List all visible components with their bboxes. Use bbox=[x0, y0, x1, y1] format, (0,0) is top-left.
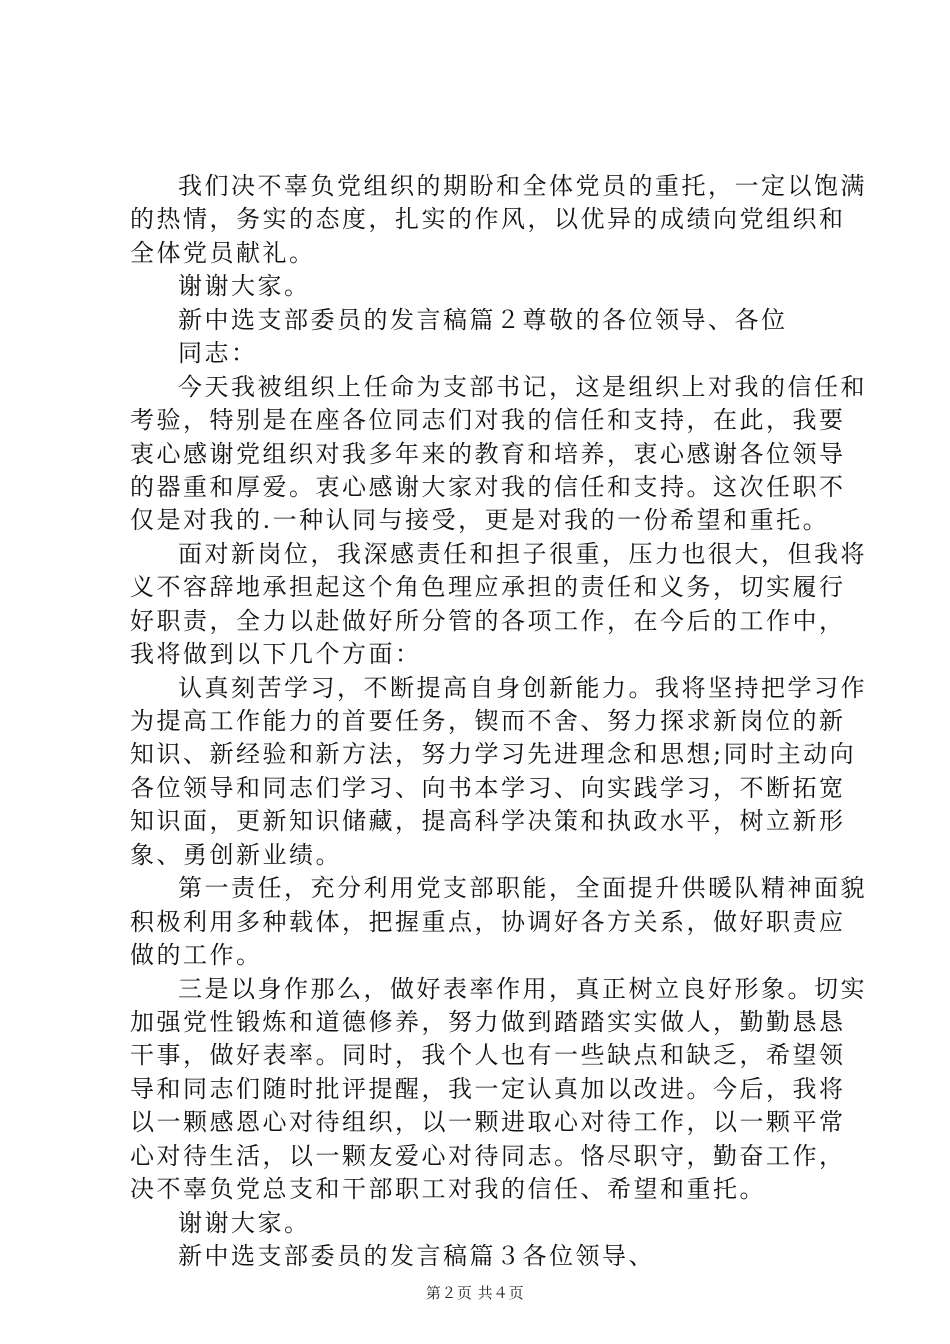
text-line: 同志： bbox=[178, 339, 258, 367]
text-line: 象、勇创新业绩。 bbox=[130, 841, 342, 869]
page-footer bbox=[0, 1282, 950, 1303]
page-number-label: 第２页 共４页 bbox=[425, 1284, 525, 1302]
text-line: 三是以身作那么，做好表率作用，真正树立良好形象。切实 bbox=[178, 975, 867, 1003]
text-line: 做的工作。 bbox=[130, 941, 263, 969]
text-line: 我们决不辜负党组织的期盼和全体党员的重托，一定以饱满 bbox=[178, 172, 867, 200]
text-line: 谢谢大家。 bbox=[178, 272, 311, 300]
text-line: 积极利用多种载体，把握重点，协调好各方关系，做好职责应 bbox=[130, 908, 846, 936]
text-line: 新中选支部委员的发言稿篇２尊敬的各位领导、各位 bbox=[178, 306, 788, 334]
text-line: 新中选支部委员的发言稿篇３各位领导、 bbox=[178, 1242, 655, 1270]
text-line: 导和同志们随时批评提醒，我一定认真加以改进。今后，我将 bbox=[130, 1075, 846, 1103]
text-line: 面对新岗位，我深感责任和担子很重，压力也很大，但我将 bbox=[178, 540, 867, 568]
text-line: 今天我被组织上任命为支部书记，这是组织上对我的信任和 bbox=[178, 373, 867, 401]
text-line: 干事，做好表率。同时，我个人也有一些缺点和缺乏，希望领 bbox=[130, 1041, 846, 1069]
text-line: 我将做到以下几个方面： bbox=[130, 640, 422, 668]
text-line: 以一颗感恩心对待组织，以一颗进取心对待工作，以一颗平常 bbox=[130, 1108, 846, 1136]
text-line: 的器重和厚爱。衷心感谢大家对我的信任和支持。这次任职不 bbox=[130, 473, 846, 501]
text-line: 的热情，务实的态度，扎实的作风，以优异的成绩向党组织和 bbox=[130, 205, 846, 233]
text-line: 义不容辞地承担起这个角色理应承担的责任和义务，切实履行 bbox=[130, 573, 846, 601]
text-line: 决不辜负党总支和干部职工对我的信任、希望和重托。 bbox=[130, 1175, 766, 1203]
text-line: 全体党员献礼。 bbox=[130, 239, 316, 267]
text-line: 认真刻苦学习，不断提高自身创新能力。我将坚持把学习作 bbox=[178, 674, 867, 702]
text-line: 考验，特别是在座各位同志们对我的信任和支持，在此，我要 bbox=[130, 406, 846, 434]
text-line: 为提高工作能力的首要任务，锲而不舍、努力探求新岗位的新 bbox=[130, 707, 846, 735]
text-line: 知识面，更新知识储藏，提高科学决策和执政水平，树立新形 bbox=[130, 807, 846, 835]
text-line: 谢谢大家。 bbox=[178, 1209, 311, 1237]
text-line: 好职责，全力以赴做好所分管的各项工作，在今后的工作中， bbox=[130, 607, 846, 635]
text-line: 各位领导和同志们学习、向书本学习、向实践学习，不断拓宽 bbox=[130, 774, 846, 802]
text-line: 加强党性锻炼和道德修养，努力做到踏踏实实做人，勤勤恳恳 bbox=[130, 1008, 846, 1036]
text-line: 心对待生活，以一颗友爱心对待同志。恪尽职守，勤奋工作， bbox=[130, 1142, 846, 1170]
text-line: 衷心感谢党组织对我多年来的教育和培养，衷心感谢各位领导 bbox=[130, 440, 846, 468]
text-line: 第一责任，充分利用党支部职能，全面提升供暖队精神面貌 bbox=[178, 874, 867, 902]
text-line: 知识、新经验和新方法，努力学习先进理念和思想;同时主动向 bbox=[130, 740, 857, 768]
text-line: 仅是对我的.一种认同与接受，更是对我的一份希望和重托。 bbox=[130, 506, 830, 534]
